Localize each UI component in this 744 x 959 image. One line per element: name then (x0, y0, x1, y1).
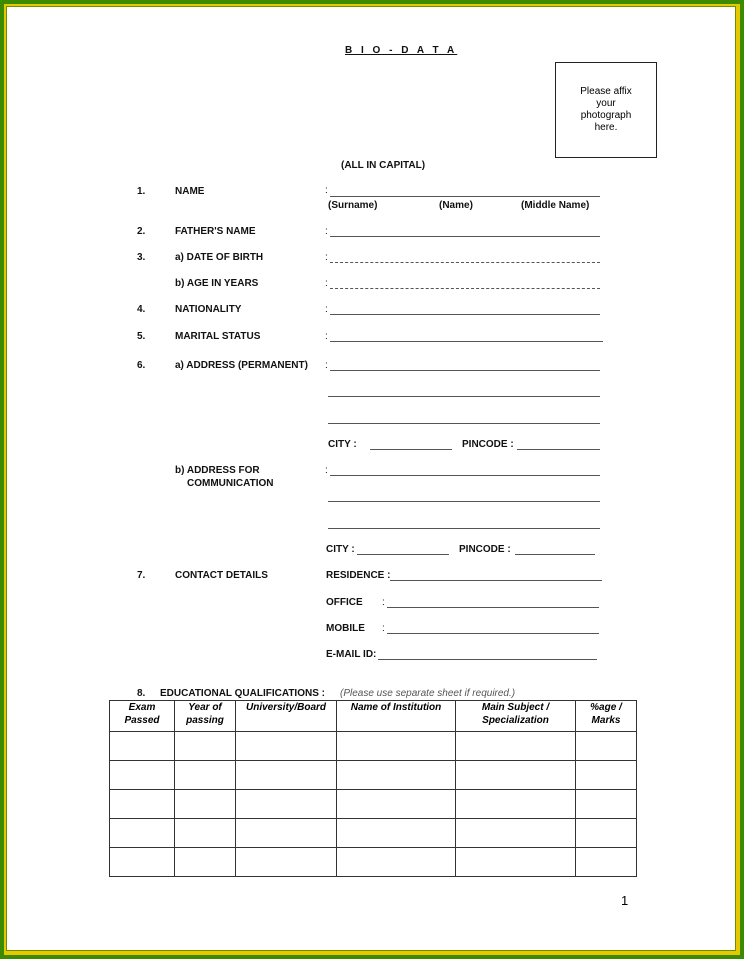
education-label: EDUCATIONAL QUALIFICATIONS : (160, 688, 325, 699)
table-cell[interactable] (337, 732, 456, 761)
item-number-1: 1. (137, 186, 146, 197)
permanent-address-line-2[interactable] (328, 396, 600, 397)
permanent-address-label: a) ADDRESS (PERMANENT) (175, 360, 308, 371)
dob-label: a) DATE OF BIRTH (175, 252, 264, 263)
permanent-address-colon: : (325, 360, 328, 371)
table-cell[interactable] (175, 819, 236, 848)
table-cell[interactable] (576, 732, 637, 761)
table-cell[interactable] (110, 848, 175, 877)
table-cell[interactable] (337, 790, 456, 819)
photo-box-text: Please affix your photograph here. (580, 86, 632, 133)
permanent-city-label: CITY : (328, 439, 357, 450)
table-cell[interactable] (110, 732, 175, 761)
middle-name-caption: (Middle Name) (521, 200, 590, 211)
permanent-city-field[interactable] (370, 449, 452, 450)
header-name-of-institution: Name of Institution (337, 701, 456, 732)
education-table-header (110, 701, 637, 732)
photo-box[interactable] (555, 62, 657, 158)
father-name-field[interactable] (330, 236, 600, 237)
table-cell[interactable] (236, 819, 337, 848)
permanent-pincode-label: PINCODE : (462, 439, 514, 450)
father-name-colon: : (325, 226, 328, 237)
document-title: B I O - D A T A (345, 45, 458, 56)
table-cell[interactable] (236, 732, 337, 761)
mobile-field[interactable] (387, 633, 599, 634)
age-field[interactable] (330, 288, 600, 289)
surname-caption: (Surname) (328, 200, 378, 211)
table-cell[interactable] (456, 790, 576, 819)
table-cell[interactable] (110, 761, 175, 790)
mobile-label: MOBILE (326, 623, 365, 634)
item-number-2: 2. (137, 226, 146, 237)
communication-address-label-2: COMMUNICATION (187, 478, 274, 489)
communication-address-line-2[interactable] (328, 501, 600, 502)
email-field[interactable] (378, 659, 597, 660)
table-cell[interactable] (337, 819, 456, 848)
table-cell[interactable] (110, 819, 175, 848)
header-university-board: University/Board (236, 701, 337, 732)
item-number-5: 5. (137, 331, 146, 342)
education-table (109, 700, 637, 877)
communication-address-line-3[interactable] (328, 528, 600, 529)
communication-address-colon: : (325, 465, 328, 476)
name-colon: : (325, 185, 328, 196)
mobile-colon: : (382, 623, 385, 634)
age-colon: : (325, 278, 328, 289)
nationality-colon: : (325, 304, 328, 315)
communication-address-label-1: b) ADDRESS FOR (175, 465, 260, 476)
name-field[interactable] (330, 196, 600, 197)
education-note: (Please use separate sheet if required.) (340, 688, 516, 699)
table-row (110, 761, 637, 790)
table-cell[interactable] (175, 848, 236, 877)
header-exam-passed: Exam Passed (110, 701, 175, 732)
item-number-6: 6. (137, 360, 146, 371)
name-label: NAME (175, 186, 205, 197)
table-cell[interactable] (456, 819, 576, 848)
table-cell[interactable] (456, 848, 576, 877)
office-field[interactable] (387, 607, 599, 608)
table-cell[interactable] (175, 732, 236, 761)
table-cell[interactable] (337, 761, 456, 790)
permanent-address-line-1[interactable] (330, 370, 600, 371)
dob-colon: : (325, 252, 328, 263)
table-cell[interactable] (456, 732, 576, 761)
dob-field[interactable] (330, 262, 600, 263)
table-cell[interactable] (236, 848, 337, 877)
table-cell[interactable] (576, 761, 637, 790)
office-colon: : (382, 597, 385, 608)
table-row (110, 819, 637, 848)
nationality-label: NATIONALITY (175, 304, 242, 315)
father-name-label: FATHER'S NAME (175, 226, 256, 237)
header-percentage-marks: %age / Marks (576, 701, 637, 732)
permanent-address-line-3[interactable] (328, 423, 600, 424)
marital-status-label: MARITAL STATUS (175, 331, 261, 342)
table-cell[interactable] (576, 790, 637, 819)
communication-city-field[interactable] (357, 554, 449, 555)
age-label: b) AGE IN YEARS (175, 278, 259, 289)
marital-status-field[interactable] (330, 341, 603, 342)
table-cell[interactable] (236, 790, 337, 819)
marital-status-colon: : (325, 331, 328, 342)
table-cell[interactable] (337, 848, 456, 877)
residence-field[interactable] (390, 580, 602, 581)
item-number-3: 3. (137, 252, 146, 263)
email-label: E-MAIL ID: (326, 649, 377, 660)
communication-pincode-field[interactable] (515, 554, 595, 555)
table-cell[interactable] (175, 790, 236, 819)
permanent-pincode-field[interactable] (517, 449, 600, 450)
table-row (110, 848, 637, 877)
table-row (110, 732, 637, 761)
communication-pincode-label: PINCODE : (459, 544, 511, 555)
contact-details-label: CONTACT DETAILS (175, 570, 268, 581)
table-cell[interactable] (576, 819, 637, 848)
all-in-capital-note: (ALL IN CAPITAL) (341, 160, 426, 171)
document-page (6, 6, 736, 951)
item-number-7: 7. (137, 570, 146, 581)
header-main-subject: Main Subject / Specialization (456, 701, 576, 732)
item-number-8: 8. (137, 688, 146, 699)
table-cell[interactable] (175, 761, 236, 790)
table-row (110, 790, 637, 819)
communication-address-line-1[interactable] (330, 475, 600, 476)
table-cell[interactable] (576, 848, 637, 877)
table-cell[interactable] (236, 761, 337, 790)
table-cell[interactable] (456, 761, 576, 790)
nationality-field[interactable] (330, 314, 600, 315)
office-label: OFFICE (326, 597, 363, 608)
table-cell[interactable] (110, 790, 175, 819)
residence-label: RESIDENCE : (326, 570, 391, 581)
item-number-4: 4. (137, 304, 146, 315)
page-number: 1 (621, 893, 629, 908)
header-year-of-passing: Year of passing (175, 701, 236, 732)
given-name-caption: (Name) (439, 200, 473, 211)
communication-city-label: CITY : (326, 544, 355, 555)
